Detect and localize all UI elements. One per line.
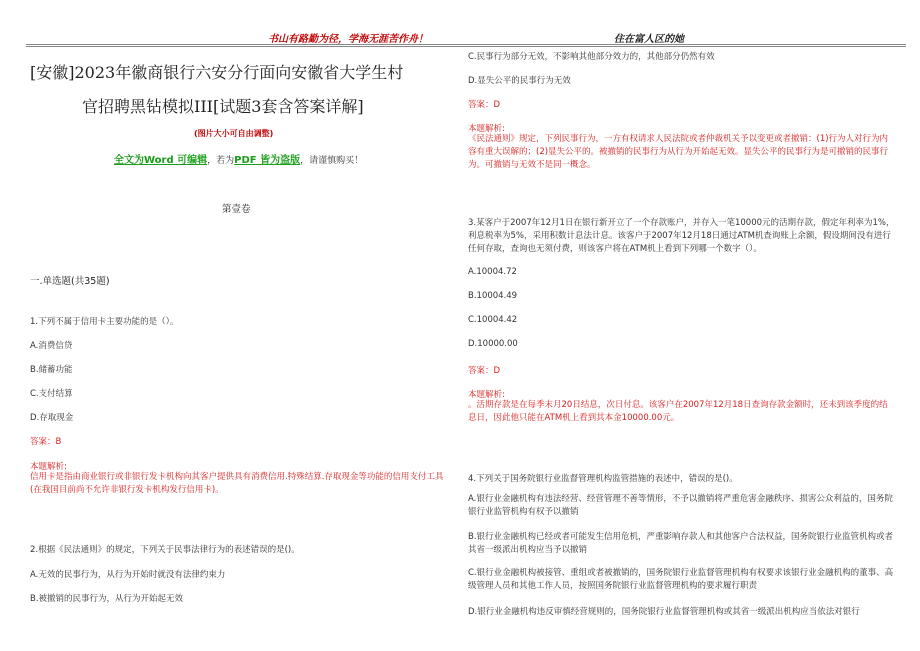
q3-answer: 答案：D bbox=[468, 366, 501, 376]
header-slogan-left: 书山有路勤为径，学海无涯苦作舟！ bbox=[268, 34, 428, 45]
q2-option-c: C.民事行为部分无效，不影响其他部分效力的，其他部分仍然有效 bbox=[468, 52, 715, 62]
q4-option-d: D.银行业金融机构违反审慎经营规则的，国务院银行业监督管理机构或其省一级派出机构应当依法对银行 bbox=[468, 607, 860, 617]
word-editable-link[interactable]: Word 可编辑 bbox=[144, 155, 208, 166]
q4-option-a: A.银行业金融机构有违法经营、经营管理不善等情形，不予以撤销将严重危害金融秩序、损害公众利益的，国务院银行业监管机构有权予以撤销 bbox=[468, 494, 893, 517]
header-divider bbox=[26, 44, 906, 45]
edit-notice bbox=[114, 151, 363, 166]
section-heading: 一.单选题(共35题) bbox=[30, 276, 110, 287]
q3-option-c: C.10004.42 bbox=[468, 315, 518, 325]
edit-notice-prefix: 全文为 bbox=[114, 155, 144, 166]
edit-notice-suffix: ，请谨慎购买！ bbox=[300, 156, 364, 166]
q2-analysis: 《民法通则》规定，下列民事行为，一方有权请求人民法院或者仲裁机关予以变更或者撤销：(1)行为人对行为内容有重大误解的；(2)显失公平的。被撤销的民事行为从行为开始起无效。显失公平的民事行为是可撤销的民事行为。可撤销与无效不是同一概念。 bbox=[468, 134, 889, 170]
edit-notice-mid: ，若为 bbox=[207, 156, 235, 166]
q3-analysis-label: 本题解析: bbox=[468, 390, 505, 400]
q1-option-c: C.支付结算 bbox=[30, 389, 73, 399]
pdf-piracy-link[interactable]: PDF 皆为盗版 bbox=[234, 155, 301, 166]
q2-stem: 2.根据《民法通则》的规定，下列关于民事法律行为的表述错误的是()。 bbox=[30, 545, 300, 555]
doc-title-line2: 官招聘黑钻模拟III[试题3套含答案详解] bbox=[82, 97, 364, 116]
size-note: (图片大小可自由调整) bbox=[194, 129, 274, 138]
doc-title-line1: [安徽]2023年徽商银行六安分行面向安徽省大学生村 bbox=[30, 63, 404, 82]
q1-stem: 1.下列不属于信用卡主要功能的是（）。 bbox=[30, 317, 179, 327]
q1-analysis-label: 本题解析: bbox=[30, 462, 67, 472]
q2-analysis-label: 本题解析: bbox=[468, 124, 505, 134]
q2-answer: 答案：D bbox=[468, 100, 501, 110]
q1-option-b: B.储蓄功能 bbox=[30, 365, 73, 375]
q3-analysis: 。活期存款是在每季末月20日结息，次日付息。该客户在2007年12月18日查询存款金额时，还未到该季度的结息日，因此他只能在ATM机上看到其本金10000.00元。 bbox=[468, 400, 888, 423]
q3-stem: 3.某客户于2007年12月1日在银行新开立了一个存款账户，并存入一笔10000元的活期存款，假定年利率为1%，利息税率为5%，采用积数计息法计息。该客户于2007年12月18日通过ATM机查询账上余额，假设期间没有进行任何存取，查询也无须付费，则该客户将在ATM机上看到下列哪一个数字（）。 bbox=[468, 218, 895, 254]
header-divider-second bbox=[26, 46, 906, 47]
q1-option-a: A.消费信贷 bbox=[30, 341, 73, 351]
q3-option-a: A.10004.72 bbox=[468, 267, 517, 277]
q1-analysis: 信用卡是指由商业银行或非银行发卡机构向其客户提供具有消费信用.特殊结算.存取现金等功能的信用支付工具(在我国目前尚不允许非银行发卡机构发行信用卡)。 bbox=[30, 472, 444, 495]
q4-option-c: C.银行业金融机构被接管、重组或者被撤销的，国务院银行业监督管理机构有权要求该银行业金融机构的董事、高级管理人员和其他工作人员，按照国务院银行业监督管理机构的要求履行职责 bbox=[468, 568, 894, 591]
q1-option-d: D.存取现金 bbox=[30, 413, 74, 423]
q3-option-d: D.10000.00 bbox=[468, 339, 518, 349]
q2-option-b: B.被撤销的民事行为，从行为开始起无效 bbox=[30, 594, 184, 604]
q4-option-b: B.银行业金融机构已经或者可能发生信用危机，严重影响存款人和其他客户合法权益，国务院银行业监管机构或者其省一级派出机构应当予以撤销 bbox=[468, 532, 894, 555]
header-slogan-right: 住在富人区的她 bbox=[614, 34, 684, 45]
page-header bbox=[26, 0, 906, 44]
q4-stem: 4.下列关于国务院银行业监督管理机构监管措施的表述中，错误的是()。 bbox=[468, 474, 738, 484]
q1-answer: 答案：B bbox=[30, 437, 62, 447]
q3-option-b: B.10004.49 bbox=[468, 291, 518, 301]
q2-option-d: D.显失公平的民事行为无效 bbox=[468, 76, 571, 86]
volume-heading: 第壹卷 bbox=[222, 204, 251, 215]
q2-option-a: A.无效的民事行为，从行为开始时就没有法律约束力 bbox=[30, 570, 226, 580]
